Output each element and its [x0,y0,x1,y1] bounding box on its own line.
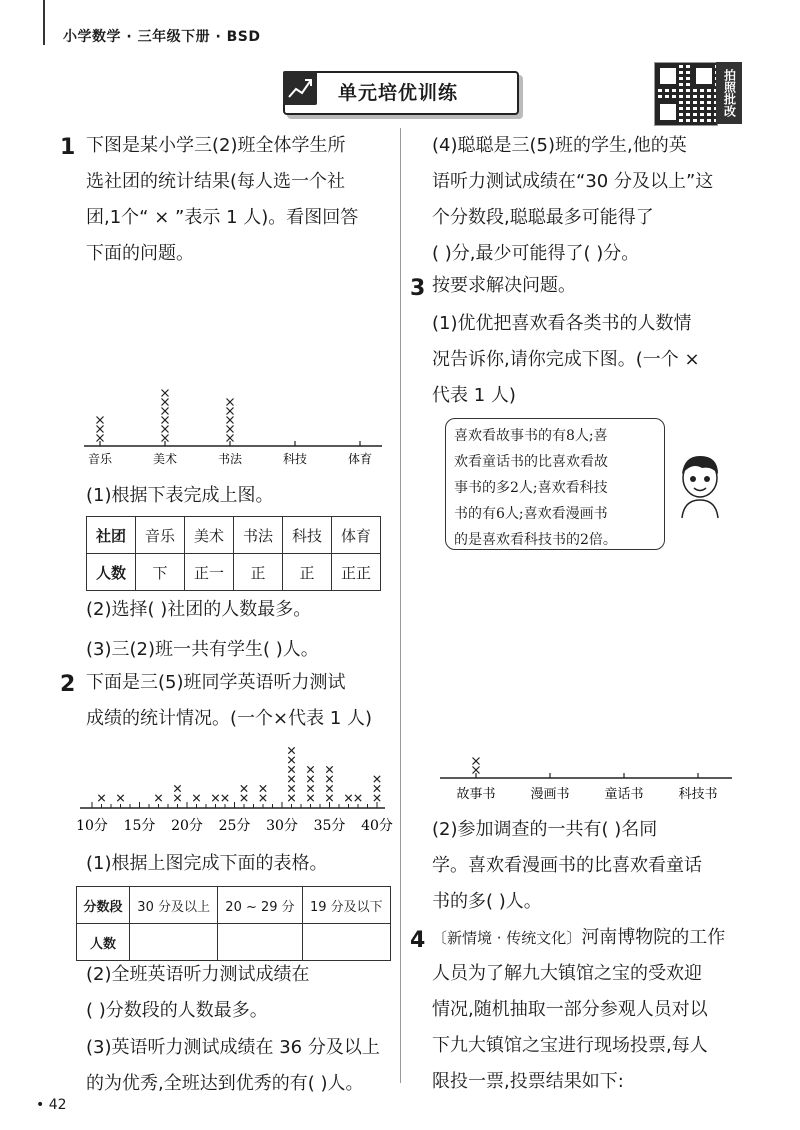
table-header: 30 分及以上 [130,887,218,924]
x-mark [117,795,123,801]
question-number: 2 [60,672,76,697]
x-mark [227,399,234,406]
x-mark [97,417,104,424]
page-number: • 42 [36,1097,67,1113]
x-mark [227,408,234,415]
x-mark [155,795,161,801]
tick-label: 10分 [76,818,108,834]
x-mark [241,795,247,801]
category-label: 漫画书 [530,787,570,802]
q4-tag: 〔新情境 · 传统文化〕 [432,929,582,947]
q2-sub1: (1)根据上图完成下面的表格。 [86,853,328,874]
x-mark [326,766,332,772]
table-header: 科技 [283,517,332,554]
trend-icon [283,71,317,105]
x-mark [473,767,480,774]
question-number: 4 [410,928,426,953]
x-mark [326,785,332,791]
tick-label: 40分 [361,818,393,834]
x-mark [307,776,313,782]
tick-label: 30分 [266,818,298,834]
x-mark [374,795,380,801]
x-mark [227,435,234,442]
x-mark [227,426,234,433]
table-cell: 人数 [77,924,130,961]
table-cell: 正 [234,554,283,591]
q4-text: 〔新情境 · 传统文化〕河南博物院的工作 人员为了解九大镇馆之宝的受欢迎 情况,随机抽取一部分参观人员对以 下九大镇馆之宝进行现场投票,每人 限投一票,投票结果如下: [432,927,726,1092]
header-title: 小学数学 · 三年级下册 · BSD [63,29,261,45]
x-mark [97,435,104,442]
boy-avatar [672,448,728,520]
table-cell [130,924,218,961]
club-table [86,516,381,591]
question-number: 1 [60,135,76,160]
x-mark [288,785,294,791]
x-mark [288,795,294,801]
q3-sub2: (2)参加调查的一共有( )名同 学。喜欢看漫画书的比喜欢看童话 书的多( )人。 [432,819,702,912]
tick-label: 20分 [171,818,203,834]
header-rule [43,0,45,45]
q2-sub4: (4)聪聪是三(5)班的学生,他的英 语听力测试成绩在“30 分及以上”这 个分数段,聪聪最多可能得了 ( )分,最少可能得了( )分。 [432,135,714,264]
x-mark [288,747,294,753]
score-line-plot [76,740,393,840]
category-label: 美术 [152,452,178,466]
x-mark [473,758,480,765]
photo-grade-tag[interactable]: 拍照批改 [716,62,742,124]
x-mark [98,795,104,801]
category-label: 科技 [282,452,308,466]
qr-code-icon[interactable] [654,62,718,126]
book-line-plot [440,746,740,808]
x-mark [326,776,332,782]
q1-sub1: (1)根据下表完成上图。 [86,485,274,506]
question-number: 3 [410,276,426,301]
q3-sub1: (1)优优把喜欢看各类书的人数情 况告诉你,请你完成下图。(一个 × 代表 1 人) [432,313,700,406]
x-mark [288,757,294,763]
x-mark [97,426,104,433]
category-label: 书法 [217,452,243,466]
table-header: 19 分及以下 [302,887,390,924]
x-mark [222,795,228,801]
x-mark [345,795,351,801]
x-mark [374,776,380,782]
table-header: 音乐 [136,517,185,554]
x-mark [326,795,332,801]
table-cell: 下 [136,554,185,591]
table-header: 美术 [185,517,234,554]
table-cell: 正 [283,554,332,591]
q2-sub2: (2)全班英语听力测试成绩在 ( )分数段的人数最多。 [86,964,310,1021]
tick-label: 15分 [123,818,156,834]
q1-text: 下图是某小学三(2)班全体学生所 选社团的统计结果(每人选一个社 团,1个“ × ”表示 1 人)。看图回答 下面的问题。 [86,135,359,264]
q1-sub3: (3)三(2)班一共有学生( )人。 [86,639,319,660]
column-divider [400,128,401,1083]
q1-sub2: (2)选择( )社团的人数最多。 [86,599,312,620]
section-title: 单元培优训练 [338,82,459,104]
table-header: 社团 [87,517,136,554]
category-label: 音乐 [87,452,113,466]
q2-sub3: (3)英语听力测试成绩在 36 分及以上 的为优秀,全班达到优秀的有( )人。 [86,1037,380,1094]
x-mark [307,785,313,791]
x-mark [355,795,361,801]
x-mark [162,408,169,415]
table-cell [218,924,302,961]
x-mark [288,776,294,782]
table-header: 体育 [332,517,381,554]
table-cell: 正一 [185,554,234,591]
x-mark [174,785,180,791]
table-cell: 人数 [87,554,136,591]
x-mark [260,795,266,801]
x-mark [162,399,169,406]
x-mark [241,785,247,791]
table-header: 分数段 [77,887,130,924]
club-line-plot [84,370,384,470]
speech-bubble: 喜欢看故事书的有8人;喜 欢看童话书的比喜欢看故 事书的多2人;喜欢看科技 书的有6人;喜欢看漫画书 的是喜欢看科技书的2倍。 [445,418,665,550]
q3-title: 按要求解决问题。 [432,275,576,296]
tick-label: 25分 [218,818,251,834]
table-header: 书法 [234,517,283,554]
category-label: 故事书 [456,787,496,802]
x-mark [162,435,169,442]
x-mark [162,417,169,424]
table-cell [302,924,390,961]
x-mark [212,795,218,801]
x-mark [162,426,169,433]
category-label: 科技书 [678,787,718,802]
category-label: 体育 [347,452,373,466]
x-mark [288,766,294,772]
q2-text: 下面是三(5)班同学英语听力测试 成绩的统计情况。(一个×代表 1 人) [86,672,373,729]
tick-label: 35分 [313,818,346,834]
table-header: 20 ~ 29 分 [218,887,302,924]
x-mark [374,785,380,791]
x-mark [174,795,180,801]
x-mark [307,766,313,772]
x-mark [260,785,266,791]
x-mark [193,795,199,801]
x-mark [162,390,169,397]
table-cell: 正正 [332,554,381,591]
x-mark [307,795,313,801]
category-label: 童话书 [604,787,644,802]
score-table [76,886,391,961]
x-mark [227,417,234,424]
